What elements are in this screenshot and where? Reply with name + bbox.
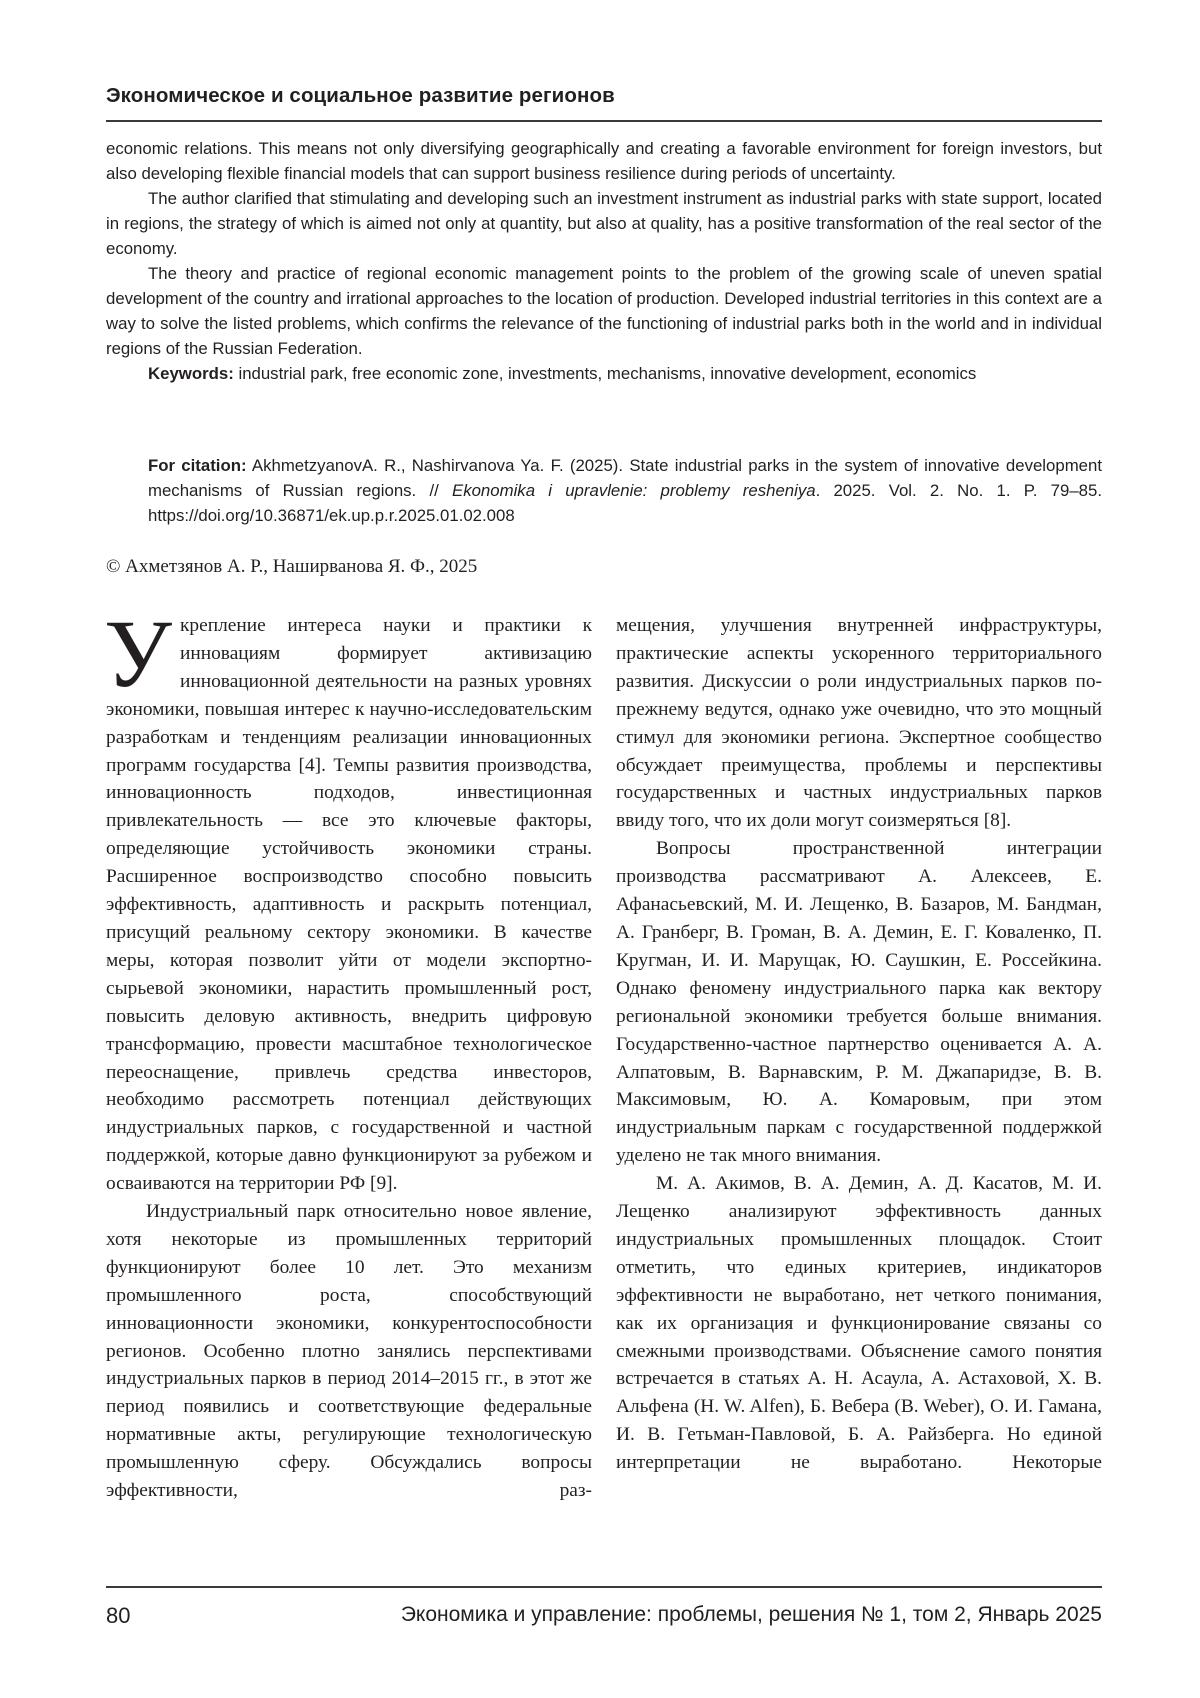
citation-text: AkhmetzyanovA. R., Nashirvanova Ya. F. (2025). State industrial parks in the system of innovative development mechanisms of Russian regions. //: [148, 456, 1102, 500]
keywords-label: Keywords:: [148, 364, 234, 383]
left-column: [106, 612, 592, 1505]
abstract-paragraph: The author clarified that stimulating and developing such an investment instrument as industrial parks with state support, located in regions, the strategy of which is aimed not only at quantity, but also at quality, has a positive transformation of the real sector of the economy.: [106, 186, 1102, 261]
right-column: [616, 612, 1102, 1477]
body-paragraph: Вопросы пространственной интеграции производства рассматривают А. Алексеев, Е. Афанасьевский, М. И. Лещенко, В. Базаров, М. Бандман, А. Гранберг, В. Громан, В. А. Демин, Е. Г. Коваленко, П. Кругман, И. И. Марущак, Ю. Саушкин, Е. Россейкина. Однако феномену индустриального парка как вектору региональной экономики требуется больше внимания. Государственно-частное партнерство оценивается А. А. Алпатовым, В. Варнавским, Р. М. Джапаридзе, В. В. Максимовым, Ю. А. Комаровым, при этом индустриальным паркам с государственной поддержкой уделено не так много внимания.: [616, 835, 1102, 1170]
drop-cap: У: [104, 618, 172, 696]
keywords: [106, 361, 1102, 386]
body-paragraph: М. А. Акимов, В. А. Демин, А. Д. Касатов, М. И. Лещенко анализируют эффективность данных индустриальных промышленных площадок. Стоит отметить, что единых критериев, индикаторов эффективности не выработано, нет четкого понимания, как их организация и функционирование связаны со смежными производствами. Объяснение самого понятия встречается в статьях А. Н. Асаула, А. Астаховой, Х. В. Альфена (H. W. Alfen), Б. Вебера (B. Weber), О. И. Гамана, И. В. Гетьман-Павловой, Б. А. Райзберга. Но единой интерпретации не выработано. Некоторые: [616, 1170, 1102, 1477]
body-paragraph: мещения, улучшения внутренней инфраструктуры, практические аспекты ускоренного территориального развития. Дискуссии о роли индустриальных парков по-прежнему ведутся, однако уже очевидно, что это мощный стимул для экономики региона. Экспертное сообщество обсуждает преимущества, проблемы и перспективы государственных и частных индустриальных парков ввиду того, что их доли могут соизмеряться [8].: [616, 612, 1102, 835]
body-paragraph: [106, 612, 592, 1198]
abstract: [106, 136, 1102, 386]
running-header: Экономическое и социальное развитие регионов: [106, 84, 615, 108]
abstract-paragraph: The theory and practice of regional economic management points to the problem of the growing scale of uneven spatial development of the country and irrational approaches to the location of production. Developed industrial territories in this context are a way to solve the listed problems, which confirms the relevance of the functioning of industrial parks both in the world and in individual regions of the Russian Federation.: [106, 261, 1102, 361]
footer-journal: Экономика и управление: проблемы, решения № 1, том 2, Январь 2025: [401, 1603, 1102, 1627]
citation-journal: Ekonomika i upravlenie: problemy resheniya: [452, 481, 816, 500]
body-paragraph: Индустриальный парк относительно новое явление, хотя некоторые из промышленных территорий функционируют более 10 лет. Это механизм промышленного роста, способствующий инновационности экономики, конкурентоспособности регионов. Особенно плотно занялись перспективами индустриальных парков в период 2014–2015 гг., в этот же период появились и соответствующие федеральные нормативные акты, регулирующие технологическую промышленную сферу. Обсуждались вопросы эффективности, раз-: [106, 1198, 592, 1505]
keywords-text: industrial park, free economic zone, investments, mechanisms, innovative development, economics: [234, 364, 976, 383]
footer-rule: [106, 1586, 1102, 1588]
paragraph-text: крепление интереса науки и практики к инновациям формирует активизацию инновационной деятельности на разных уровнях экономики, повышая интерес к научно-исследовательским разработкам и тенденциям реализации инновационных программ государства [4]. Темпы развития производства, инновационность подходов, инвестиционная привлекательность — все это ключевые факторы, определяющие устойчивость экономики страны. Расширенное воспроизводство способно повысить эффективность, адаптивность и раскрыть потенциал, присущий реальному сектору экономики. В качестве меры, которая позволит уйти от модели экспортно-сырьевой экономики, нарастить промышленный рост, повысить деловую активность, внедрить цифровую трансформацию, провести масштабное технологическое переоснащение, привлечь средства инвесторов, необходимо рассмотреть потенциал действующих индустриальных парков, с государственной и частной поддержкой, которые давно функционируют за рубежом и осваиваются на территории РФ [9].: [106, 615, 592, 1194]
copyright: © Ахметзянов А. Р., Наширванова Я. Ф., 2025: [106, 556, 477, 578]
header-rule: [106, 120, 1102, 122]
page-number: 80: [106, 1603, 130, 1629]
abstract-paragraph: economic relations. This means not only diversifying geographically and creating a favorable environment for foreign investors, but also developing flexible financial models that can support business resilience during periods of uncertainty.: [106, 136, 1102, 186]
citation-label: For citation:: [148, 456, 247, 475]
citation: [148, 453, 1102, 528]
citation-tail: . 2025. Vol. 2. No. 1. P. 79–85. https://doi.org/10.36871/ek.up.p.r.2025.01.02.008: [148, 481, 1102, 525]
